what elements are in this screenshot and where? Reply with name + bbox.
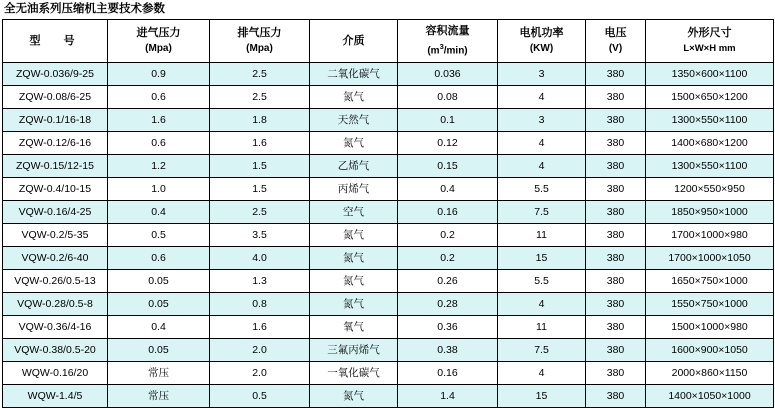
- cell-dimensions: 2000×860×1150: [646, 362, 774, 385]
- column-header-power-label: 电机功率: [519, 27, 564, 39]
- cell-flow: 0.28: [398, 293, 498, 316]
- cell-medium: 丙烯气: [310, 178, 398, 201]
- cell-voltage: 380: [586, 270, 646, 293]
- cell-voltage: 380: [586, 132, 646, 155]
- table-row: [3, 155, 774, 178]
- cell-outlet-pressure: 1.6: [210, 316, 310, 339]
- cell-outlet-pressure: 2.5: [210, 201, 310, 224]
- cell-voltage: 380: [586, 385, 646, 408]
- cell-power: 11: [498, 316, 586, 339]
- cell-flow: 0.26: [398, 270, 498, 293]
- cell-voltage: 380: [586, 63, 646, 86]
- cell-power: 5.5: [498, 270, 586, 293]
- cell-outlet-pressure: 1.5: [210, 155, 310, 178]
- cell-power: 5.5: [498, 178, 586, 201]
- cell-model: VQW-0.16/4-25: [3, 201, 108, 224]
- cell-model: WQW-1.4/5: [3, 385, 108, 408]
- cell-medium: 氮气: [310, 224, 398, 247]
- cell-power: 15: [498, 247, 586, 270]
- cell-medium: 氮气: [310, 270, 398, 293]
- cell-voltage: 380: [586, 178, 646, 201]
- cell-model: VQW-0.26/0.5-13: [3, 270, 108, 293]
- cell-dimensions: 1200×550×950: [646, 178, 774, 201]
- cell-power: 3: [498, 109, 586, 132]
- cell-dimensions: 1400×1050×1000: [646, 385, 774, 408]
- page-title: 全无油系列压缩机主要技术参数: [4, 3, 165, 15]
- cell-medium: 一氧化碳气: [310, 362, 398, 385]
- column-header-dimensions-unit: L×W×H mm: [683, 43, 736, 54]
- cell-inlet-pressure: 0.05: [108, 293, 210, 316]
- cell-inlet-pressure: 0.05: [108, 270, 210, 293]
- cell-flow: 0.2: [398, 247, 498, 270]
- cell-dimensions: 1500×650×1200: [646, 86, 774, 109]
- column-header-inlet-pressure-label: 进气压力: [136, 27, 181, 39]
- cell-flow: 0.08: [398, 86, 498, 109]
- column-header-voltage: [586, 20, 646, 63]
- cell-outlet-pressure: 2.5: [210, 63, 310, 86]
- cell-dimensions: 1350×600×1100: [646, 63, 774, 86]
- cell-flow: 0.16: [398, 201, 498, 224]
- cell-outlet-pressure: 4.0: [210, 247, 310, 270]
- cell-voltage: 380: [586, 86, 646, 109]
- column-header-medium-label: 介质: [342, 34, 365, 47]
- cell-inlet-pressure: 常压: [108, 385, 210, 408]
- cell-model: VQW-0.28/0.5-8: [3, 293, 108, 316]
- column-header-voltage-unit: (V): [608, 43, 623, 54]
- column-header-model: [3, 20, 108, 63]
- column-header-inlet-pressure-unit: (Mpa): [145, 43, 172, 54]
- cell-outlet-pressure: 0.5: [210, 385, 310, 408]
- cell-inlet-pressure: 0.4: [108, 201, 210, 224]
- cell-voltage: 380: [586, 201, 646, 224]
- cell-outlet-pressure: 1.8: [210, 109, 310, 132]
- table-row: [3, 201, 774, 224]
- cell-voltage: 380: [586, 109, 646, 132]
- cell-flow: 0.38: [398, 339, 498, 362]
- cell-outlet-pressure: 1.6: [210, 132, 310, 155]
- cell-medium: 氮气: [310, 385, 398, 408]
- cell-outlet-pressure: 2.0: [210, 339, 310, 362]
- table-row: [3, 178, 774, 201]
- cell-voltage: 380: [586, 362, 646, 385]
- cell-medium: 氮气: [310, 293, 398, 316]
- cell-power: 4: [498, 86, 586, 109]
- table-row: [3, 339, 774, 362]
- cell-power: 4: [498, 132, 586, 155]
- cell-flow: 0.12: [398, 132, 498, 155]
- cell-medium: 氮气: [310, 86, 398, 109]
- cell-inlet-pressure: 0.9: [108, 63, 210, 86]
- cell-inlet-pressure: 0.4: [108, 316, 210, 339]
- cell-outlet-pressure: 1.5: [210, 178, 310, 201]
- cell-power: 15: [498, 385, 586, 408]
- cell-flow: 1.4: [398, 385, 498, 408]
- column-header-flow-unit: $(m^3/\min)$: [427, 41, 468, 57]
- table-row: [3, 224, 774, 247]
- column-header-power-unit: (KW): [529, 43, 554, 54]
- cell-model: ZQW-0.1/16-18: [3, 109, 108, 132]
- cell-flow: 0.1: [398, 109, 498, 132]
- cell-medium: 氧气: [310, 316, 398, 339]
- cell-outlet-pressure: 2.5: [210, 86, 310, 109]
- cell-model: VQW-0.2/6-40: [3, 247, 108, 270]
- column-header-outlet-pressure-label: 排气压力: [237, 27, 282, 39]
- cell-model: ZQW-0.036/9-25: [3, 63, 108, 86]
- cell-model: VQW-0.2/5-35: [3, 224, 108, 247]
- cell-inlet-pressure: 0.6: [108, 132, 210, 155]
- cell-power: 4: [498, 293, 586, 316]
- cell-medium: 三氟丙烯气: [310, 339, 398, 362]
- table-row: [3, 385, 774, 408]
- column-header-dimensions-label: 外形尺寸: [687, 27, 732, 39]
- cell-voltage: 380: [586, 224, 646, 247]
- cell-inlet-pressure: 0.6: [108, 247, 210, 270]
- cell-outlet-pressure: 1.3: [210, 270, 310, 293]
- cell-model: ZQW-0.12/6-16: [3, 132, 108, 155]
- column-header-flow: [398, 20, 498, 63]
- cell-medium: 空气: [310, 201, 398, 224]
- column-header-model-label: 型 号: [29, 34, 81, 47]
- cell-outlet-pressure: 3.5: [210, 224, 310, 247]
- cell-dimensions: 1300×550×1100: [646, 155, 774, 178]
- cell-model: WQW-0.16/20: [3, 362, 108, 385]
- cell-model: VQW-0.38/0.5-20: [3, 339, 108, 362]
- cell-voltage: 380: [586, 316, 646, 339]
- cell-model: ZQW-0.4/10-15: [3, 178, 108, 201]
- cell-dimensions: 1700×1000×1050: [646, 247, 774, 270]
- column-header-voltage-label: 电压: [604, 27, 627, 39]
- cell-outlet-pressure: 0.8: [210, 293, 310, 316]
- column-header-inlet-pressure: [108, 20, 210, 63]
- table-row: [3, 270, 774, 293]
- cell-flow: 0.2: [398, 224, 498, 247]
- table-row: [3, 132, 774, 155]
- cell-power: 7.5: [498, 201, 586, 224]
- table-row: [3, 109, 774, 132]
- cell-dimensions: 1650×750×1000: [646, 270, 774, 293]
- cell-flow: 0.36: [398, 316, 498, 339]
- table-row: [3, 293, 774, 316]
- cell-dimensions: 1400×680×1200: [646, 132, 774, 155]
- cell-power: 7.5: [498, 339, 586, 362]
- table-row: [3, 247, 774, 270]
- column-header-outlet-pressure: [210, 20, 310, 63]
- column-header-flow-label: 容积流量: [425, 24, 470, 37]
- cell-dimensions: 1550×750×1000: [646, 293, 774, 316]
- cell-inlet-pressure: 1.0: [108, 178, 210, 201]
- cell-medium: 天然气: [310, 109, 398, 132]
- cell-model: ZQW-0.15/12-15: [3, 155, 108, 178]
- cell-dimensions: 1600×900×1050: [646, 339, 774, 362]
- cell-medium: 二氧化碳气: [310, 63, 398, 86]
- cell-voltage: 380: [586, 155, 646, 178]
- cell-medium: 氮气: [310, 247, 398, 270]
- cell-voltage: 380: [586, 339, 646, 362]
- cell-dimensions: 1850×950×1000: [646, 201, 774, 224]
- table-row: [3, 316, 774, 339]
- cell-flow: 0.15: [398, 155, 498, 178]
- column-header-dimensions: [646, 20, 774, 63]
- cell-dimensions: 1500×1000×980: [646, 316, 774, 339]
- cell-outlet-pressure: 2.0: [210, 362, 310, 385]
- cell-power: 4: [498, 362, 586, 385]
- column-header-medium: [310, 20, 398, 63]
- spec-table: [2, 19, 774, 408]
- cell-inlet-pressure: 0.05: [108, 339, 210, 362]
- table-header: [3, 20, 774, 63]
- cell-flow: 0.16: [398, 362, 498, 385]
- table-row: [3, 86, 774, 109]
- cell-power: 11: [498, 224, 586, 247]
- cell-voltage: 380: [586, 247, 646, 270]
- cell-inlet-pressure: 1.2: [108, 155, 210, 178]
- column-header-outlet-pressure-unit: (Mpa): [246, 43, 273, 54]
- cell-power: 4: [498, 155, 586, 178]
- table-body: [3, 63, 774, 408]
- cell-inlet-pressure: 0.5: [108, 224, 210, 247]
- column-header-power: [498, 20, 586, 63]
- cell-dimensions: 1300×550×1100: [646, 109, 774, 132]
- cell-inlet-pressure: 1.6: [108, 109, 210, 132]
- cell-flow: 0.036: [398, 63, 498, 86]
- cell-flow: 0.4: [398, 178, 498, 201]
- cell-model: VQW-0.36/4-16: [3, 316, 108, 339]
- cell-dimensions: 1700×1000×980: [646, 224, 774, 247]
- cell-voltage: 380: [586, 293, 646, 316]
- cell-power: 3: [498, 63, 586, 86]
- cell-inlet-pressure: 常压: [108, 362, 210, 385]
- cell-inlet-pressure: 0.6: [108, 86, 210, 109]
- header-row: [3, 20, 774, 63]
- cell-medium: 乙烯气: [310, 155, 398, 178]
- cell-medium: 氮气: [310, 132, 398, 155]
- table-row: [3, 362, 774, 385]
- cell-model: ZQW-0.08/6-25: [3, 86, 108, 109]
- table-row: [3, 63, 774, 86]
